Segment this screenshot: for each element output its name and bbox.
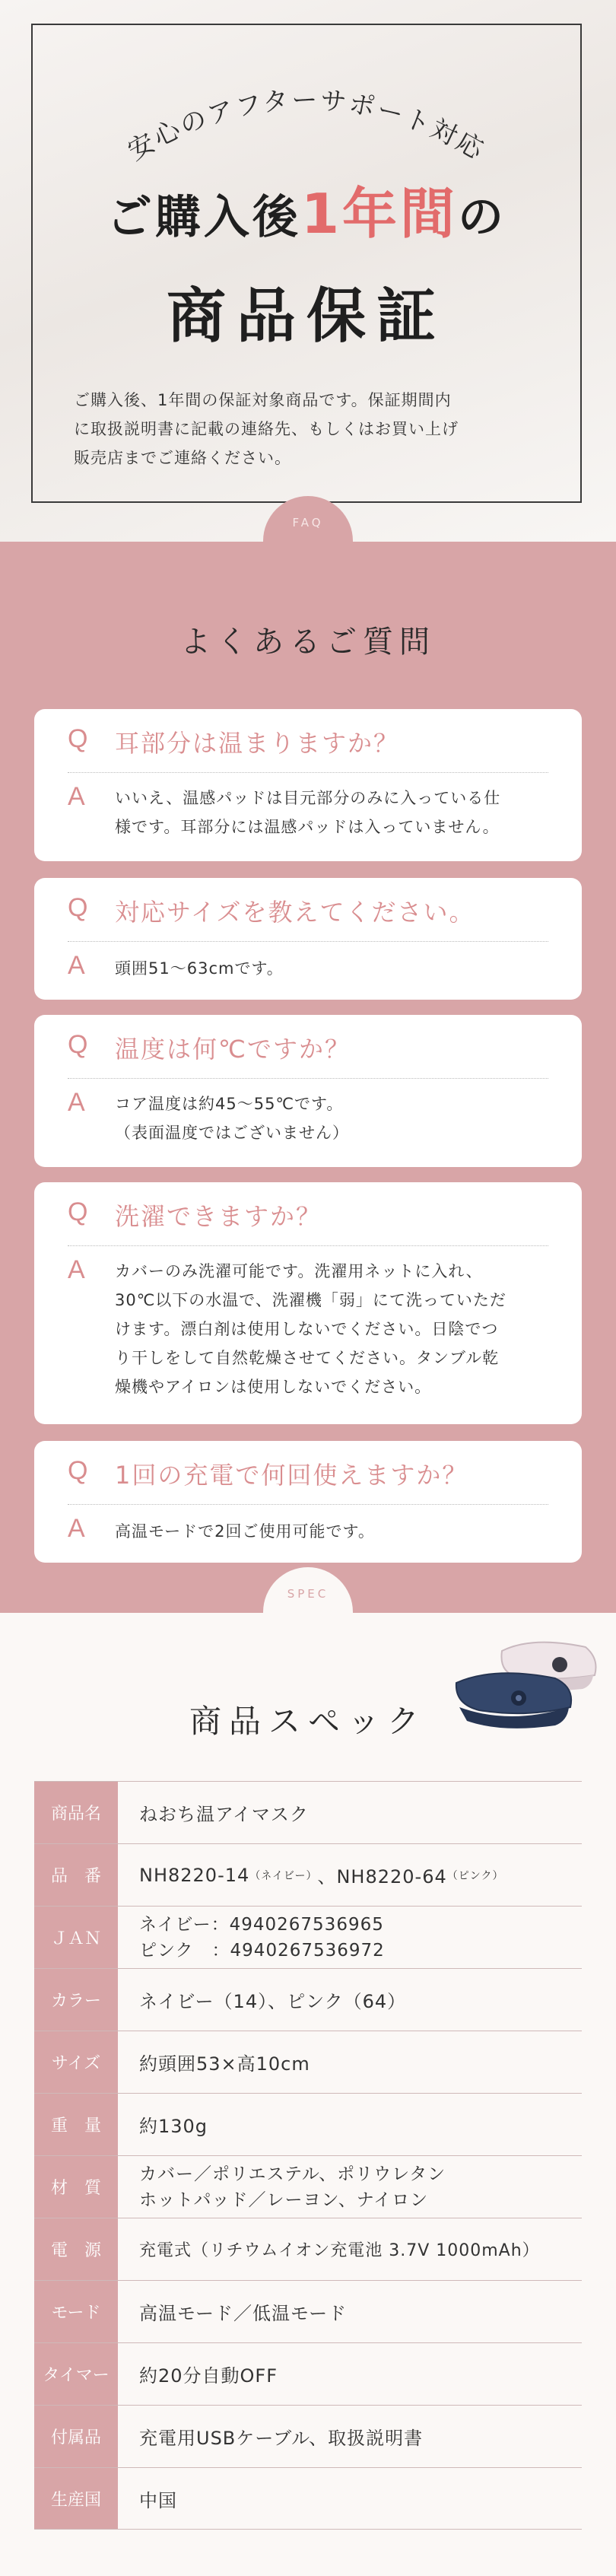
spec-row: [34, 2031, 582, 2093]
spec-value: ネイビー（14）、ピンク（64）: [139, 1991, 407, 2012]
answer-text: [115, 1517, 548, 1546]
answer-line: 様です。耳部分には温感パッドは入っていません。: [115, 818, 500, 836]
spec-section: [0, 1587, 616, 2576]
question-mark: Q: [68, 893, 88, 922]
spec-key: カラー: [34, 1969, 118, 2031]
spec-value: [139, 1907, 582, 1968]
answer-text: [115, 784, 548, 841]
spec-row: [34, 1843, 582, 1906]
answer-line: （表面温度ではございません）: [115, 1124, 349, 1142]
faq-question: [68, 1182, 548, 1246]
spec-row: [34, 2093, 582, 2155]
warranty-title: [33, 170, 580, 249]
faq-question: [68, 1015, 548, 1079]
spec-value-note: （ピンク）: [446, 1869, 504, 1882]
spec-value-line: カバー／ポリエステル、ポリウレタン: [139, 2164, 446, 2184]
answer-line: いいえ、温感パッドは目元部分のみに入っている仕: [115, 789, 501, 807]
spec-value: 充電式（リチウムイオン充電池 3.7V 1000mAh）: [139, 2241, 540, 2260]
spec-row: [34, 2405, 582, 2467]
answer-line: 燥機やアイロンは使用しないでください。: [115, 1378, 432, 1396]
spec-tab: SPEC: [263, 1567, 353, 1613]
question-text: 1回の充電で何回使えますか？: [115, 1461, 468, 1490]
warranty-title-accent: 1年間: [300, 182, 459, 246]
spec-key: 材 質: [34, 2156, 118, 2218]
answer-line: けます。漂白剤は使用しないでください。日陰でつ: [115, 1320, 499, 1338]
spec-value: 中国: [139, 2489, 177, 2511]
faq-question: [68, 1441, 548, 1505]
spec-value: 高温モード／低温モード: [139, 2303, 348, 2324]
question-mark: Q: [68, 1456, 88, 1485]
warranty-frame: [31, 24, 582, 503]
answer-text: [115, 1257, 548, 1401]
question-text: 温度は何℃ですか？: [115, 1035, 351, 1064]
spec-key: 品 番: [34, 1844, 118, 1906]
faq-item: [34, 1441, 582, 1563]
answer-mark: A: [68, 1255, 85, 1284]
spec-row: [34, 2155, 582, 2218]
product-image: [449, 1628, 601, 1757]
spec-row: [34, 2280, 582, 2342]
question-text: 対応サイズを教えてください。: [115, 898, 475, 927]
spec-key: モード: [34, 2281, 118, 2342]
faq-item: [34, 1015, 582, 1167]
warranty-body-line: に取扱説明書に記載の連絡先、もしくはお買い上げ: [74, 420, 459, 438]
answer-text: [115, 954, 548, 983]
answer-line: 30℃以下の水温で、洗濯機「弱」にて洗っていただ: [115, 1291, 506, 1309]
warranty-subtitle: 安心のアフターサポート対応: [122, 84, 491, 167]
spec-value: [139, 1844, 582, 1906]
faq-item: [34, 1182, 582, 1424]
answer-line: カバーのみ洗濯可能です。洗濯用ネットに入れ、: [115, 1262, 483, 1280]
spec-value-part: NH8220-14: [139, 1864, 250, 1886]
faq-question: [68, 709, 548, 773]
spec-row: [34, 1781, 582, 1843]
spec-value-line: ホットパッド／レーヨン、ナイロン: [139, 2190, 429, 2210]
answer-line: り干しをして自然乾燥させてください。タンブル乾: [115, 1349, 500, 1367]
spec-value: 約頭囲53×高10cm: [139, 2053, 310, 2075]
spec-value-line: ピンク ：4940267536972: [139, 1940, 385, 1961]
spec-row: [34, 1968, 582, 2031]
faq-item: [34, 709, 582, 861]
spec-key: ＪＡＮ: [34, 1907, 118, 1968]
spec-value: 約130g: [139, 2116, 208, 2137]
spec-key: 商品名: [34, 1782, 118, 1843]
spec-table: [34, 1781, 582, 2530]
spec-row: [34, 2218, 582, 2280]
faq-tab: FAQ: [263, 496, 353, 542]
spec-key: 付属品: [34, 2406, 118, 2467]
warranty-section: [0, 0, 616, 542]
question-text: 洗濯できますか？: [115, 1202, 322, 1231]
spec-key: サイズ: [34, 2031, 118, 2093]
question-mark: Q: [68, 1197, 88, 1226]
spec-key: 電 源: [34, 2218, 118, 2280]
spec-value: ねおち温アイマスク: [139, 1804, 309, 1825]
spec-key: 生産国: [34, 2468, 118, 2529]
warranty-title-main: 商品保証: [166, 282, 446, 351]
faq-section: [0, 516, 616, 1613]
answer-line: 高温モードで2回ご使用可能です。: [115, 1522, 375, 1541]
spec-value-part: 、NH8220-64: [317, 1866, 447, 1887]
answer-text: [115, 1089, 548, 1147]
answer-mark: A: [68, 951, 85, 980]
answer-line: コア温度は約45～55℃です。: [115, 1095, 344, 1113]
spec-value: [139, 2156, 582, 2218]
question-text: 耳部分は温まりますか？: [115, 729, 400, 758]
spec-row: [34, 2342, 582, 2405]
answer-line: 頭囲51～63cmです。: [115, 959, 284, 978]
warranty-body: [74, 386, 545, 472]
faq-title: よくあるご質問: [180, 625, 436, 660]
question-mark: Q: [68, 724, 88, 753]
spec-key: タイマー: [34, 2343, 118, 2405]
spec-row: [34, 1906, 582, 1968]
warranty-body-line: 販売店までご連絡ください。: [74, 449, 291, 467]
warranty-title-pre: ご購入後: [106, 191, 301, 244]
warranty-body-line: ご購入後、1年間の保証対象商品です。保証期間内: [74, 391, 452, 409]
svg-text:安心のアフターサポート対応: [122, 85, 490, 167]
spec-row: [34, 2467, 582, 2530]
spec-value: 約20分自動OFF: [139, 2365, 278, 2387]
spec-key: 重 量: [34, 2094, 118, 2155]
faq-question: [68, 878, 548, 942]
question-mark: Q: [68, 1030, 88, 1059]
answer-mark: A: [68, 1514, 85, 1543]
spec-value-note: （ネイビー）: [249, 1869, 318, 1882]
faq-item: [34, 878, 582, 1000]
answer-mark: A: [68, 782, 85, 811]
spec-title: 商品スペック: [189, 1703, 427, 1740]
warranty-subtitle-arc: [31, 71, 582, 177]
answer-mark: A: [68, 1088, 85, 1117]
warranty-title-post: の: [458, 191, 507, 244]
spec-value: 充電用USBケーブル、取扱説明書: [139, 2428, 424, 2449]
spec-value-line: ネイビー：4940267536965: [139, 1914, 384, 1935]
